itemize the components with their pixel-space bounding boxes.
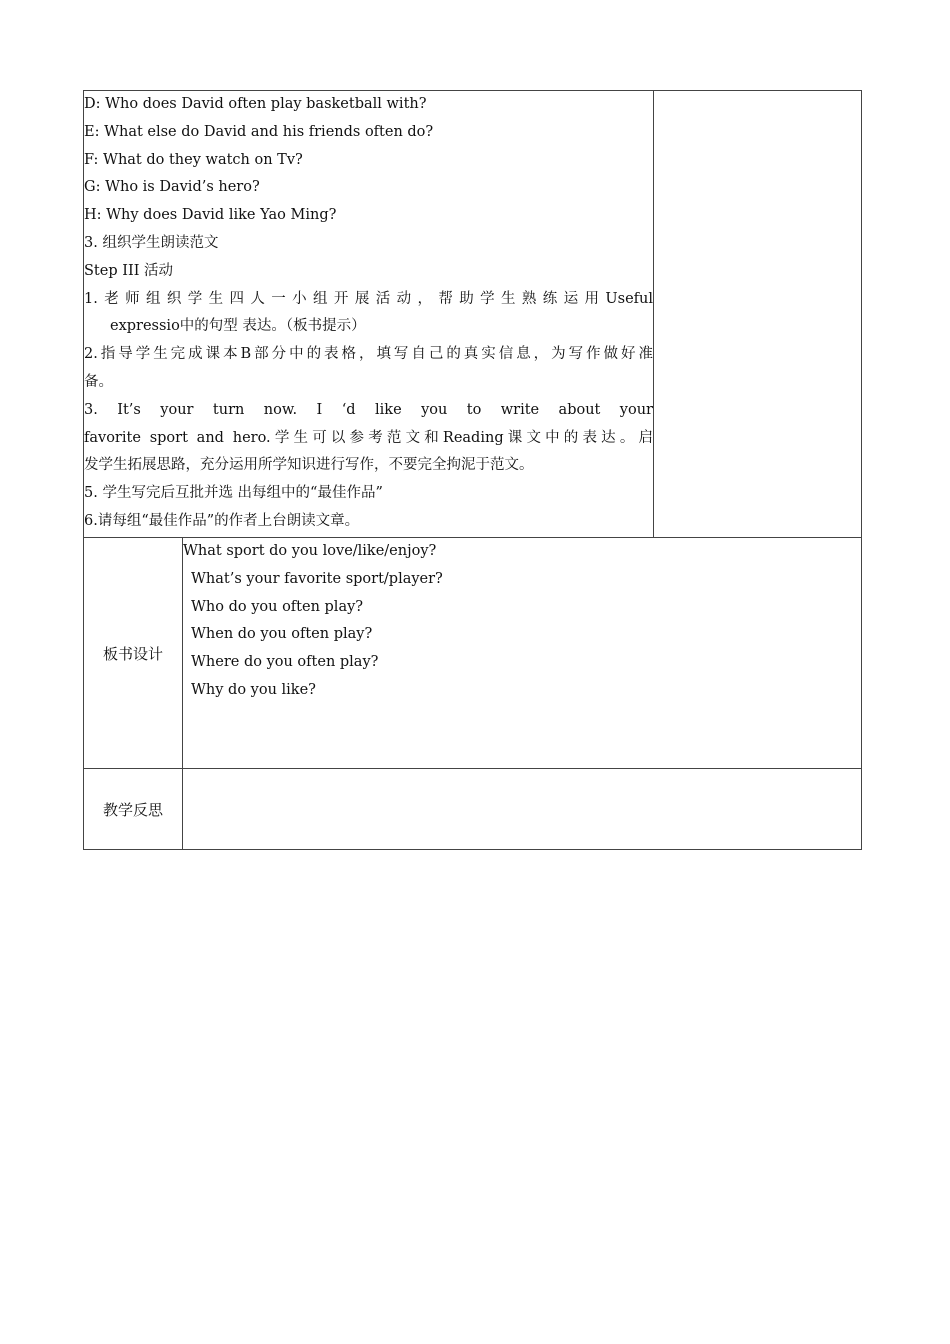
activity-3-line3: 发学生拓展思路，充分运用所学知识进行写作，不要完全拘泥于范文。 [84, 457, 534, 474]
board-line: Who do you often play? [191, 598, 364, 615]
board-design-content [183, 538, 862, 769]
activity-2-line2: 备。 [84, 373, 113, 390]
question-d: D: Who does David often play basketball with? [84, 96, 427, 112]
step-read-aloud: 3. 组织学生朗读范文 [84, 234, 219, 251]
notes-cell [654, 91, 862, 538]
reflection-label: 教学反思 [84, 769, 183, 850]
procedure-row [84, 91, 862, 538]
step-iii-heading: Step III 活动 [84, 262, 174, 279]
lesson-plan-table [83, 90, 862, 850]
question-g: G: Who is David’s hero? [84, 179, 260, 196]
activity-6: 6.请每组“最佳作品”的作者上台朗读文章。 [84, 512, 360, 529]
activity-5: 5. 学生写完后互批并选 出每组中的“最佳作品” [84, 485, 383, 502]
board-line: Why do you like? [191, 681, 316, 698]
question-e: E: What else do David and his friends often do? [84, 123, 434, 140]
activity-3-line1: 3. It’s your turn now. I ‘d like you to write about your [84, 401, 653, 418]
activity-2-line1: 2.指导学生完成课本B部分中的表格，填写自己的真实信息，为写作做好准 [84, 346, 653, 363]
board-line: What’s your favorite sport/player? [191, 570, 443, 587]
board-design-row [84, 538, 862, 769]
board-line: What sport do you love/like/enjoy? [183, 543, 437, 559]
question-f: F: What do they watch on Tv? [84, 151, 303, 168]
reflection-content [183, 769, 862, 850]
question-h: H: Why does David like Yao Ming? [84, 207, 337, 224]
board-design-label: 板书设计 [84, 538, 183, 769]
board-line: When do you often play? [191, 626, 373, 643]
board-line: Where do you often play? [191, 654, 379, 671]
reflection-row [84, 769, 862, 850]
procedure-cell [84, 91, 654, 538]
activity-3-line2: favorite sport and hero.学生可以参考范文和Reading课文中的表达。启 [84, 429, 653, 446]
activity-1-line1: 1.老师组织学生四人一小组开展活动，帮助学生熟练运用Useful [84, 290, 653, 307]
activity-1-line2: expressio中的句型 表达。（板书提示） [110, 318, 366, 335]
